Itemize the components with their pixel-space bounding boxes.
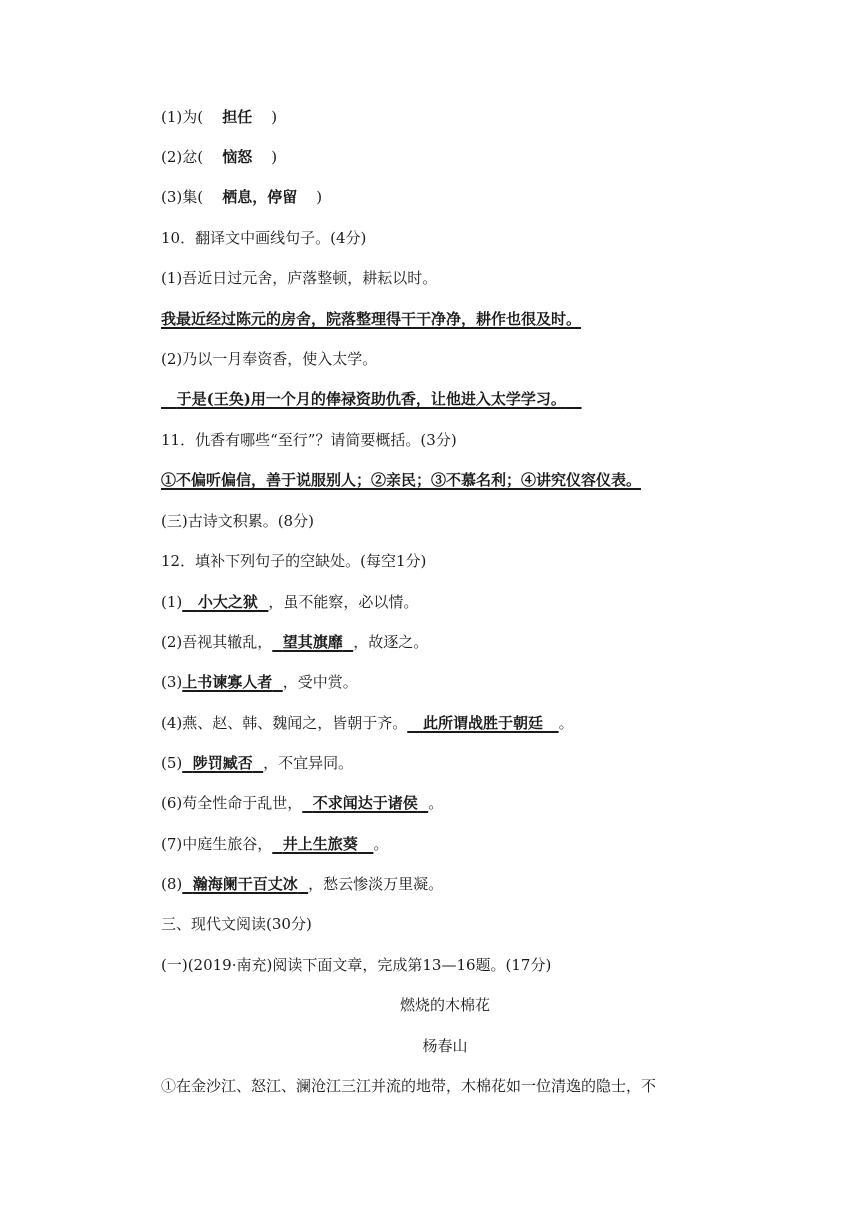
part-heading: 三、现代文阅读(30分): [161, 915, 312, 933]
fill-answer: 不求闻达于诸侯: [312, 794, 418, 812]
answer: 恼怒: [222, 148, 253, 166]
section-heading: (三)古诗文积累。(8分): [161, 512, 314, 530]
fill-answer: 望其旗靡: [282, 633, 343, 651]
q12-stem: 12．填补下列句子的空缺处。(每空1分): [161, 552, 427, 570]
q12-item-5: (5) 陟罚臧否 ，不宜异同。: [161, 754, 354, 772]
fill-answer: 瀚海阑干百丈冰: [192, 875, 298, 893]
q10-answer-2: 于是(王奂)用一个月的俸禄资助仇香，让他进入太学学习。: [176, 390, 566, 408]
q12-item-2: (2)吾视其辙乱， 望其旗靡 ，故逐之。: [161, 633, 429, 651]
q10-stem: 10．翻译文中画线句子。(4分): [161, 229, 367, 247]
q12-item-6: (6)苟全性命于乱世， 不求闻达于诸侯 。: [161, 794, 444, 812]
q12-item-7: (7)中庭生旅谷， 井上生旅葵 。: [161, 835, 389, 853]
fill-answer: 上书谏寡人者: [182, 673, 273, 691]
q10-sentence-2: (2)乃以一月奉资香，使入太学。: [161, 350, 378, 368]
q12-item-4: (4)燕、赵、韩、魏闻之，皆朝于齐。 此所谓战胜于朝廷 。: [161, 714, 574, 732]
answer: 担任: [222, 108, 253, 126]
answer: 栖息，停留: [222, 188, 298, 206]
q10-answer-1: 我最近经过陈元的房舍，院落整理得干干净净，耕作也很及时。: [161, 310, 582, 328]
q12-item-1: (1) 小大之狱 ，虽不能察，必以情。: [161, 593, 419, 611]
article-title: 燃烧的木棉花: [399, 996, 490, 1014]
article-author: 杨春山: [422, 1037, 468, 1055]
q12-item-3: (3)上书谏寡人者 ，受中赏。: [161, 673, 358, 691]
fill-answer: 井上生旅葵: [282, 835, 358, 853]
q10-answer-2-line: [161, 389, 582, 409]
q10-sentence-1: (1)吾近日过元舍，庐落整顿，耕耘以时。: [161, 269, 438, 287]
q9-item-1: (1)为( 担任 ): [161, 108, 278, 126]
fill-answer: 陟罚臧否: [192, 754, 253, 772]
fill-answer: 此所谓战胜于朝廷: [422, 714, 543, 732]
q9-item-3: (3)集( 栖息，停留 ): [161, 188, 323, 206]
q11-answer: ①不偏听偏信，善于说服别人；②亲民；③不慕名利；④讲究仪容仪表。: [161, 471, 642, 489]
q11-stem: 11．仇香有哪些“至行”？请简要概括。(3分): [161, 431, 457, 449]
q12-item-8: (8) 瀚海阑干百丈冰 ，愁云惨淡万里凝。: [161, 875, 444, 893]
reading-intro: (一)(2019·南充)阅读下面文章，完成第13—16题。(17分): [161, 956, 552, 974]
q9-item-2: (2)忿( 恼怒 ): [161, 148, 278, 166]
fill-answer: 小大之狱: [197, 593, 258, 611]
article-paragraph-1: ①在金沙江、怒江、澜沧江三江并流的地带，木棉花如一位清逸的隐士，不: [161, 1077, 657, 1095]
